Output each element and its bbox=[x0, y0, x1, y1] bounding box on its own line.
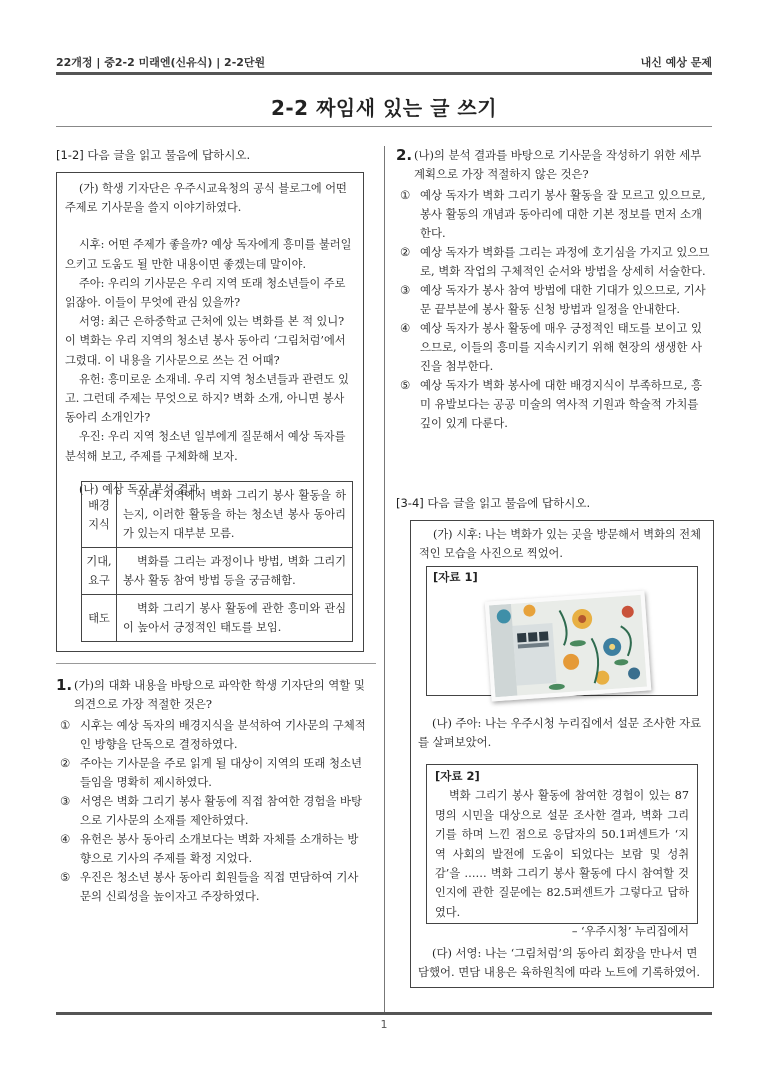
header-rule bbox=[56, 72, 712, 75]
analysis-table-wrap bbox=[81, 481, 353, 642]
row-text-attitude: 벽화 그리기 봉사 활동에 관한 흥미와 관심이 높아서 긍정적인 태도를 보임. bbox=[117, 595, 353, 642]
analysis-table bbox=[81, 481, 353, 642]
q2-option-2[interactable]: ② 예상 독자가 벽화를 그리는 과정에 호기심을 가지고 있으므로, 벽화 작업의 구체적인 순서와 방법을 상세히 서술한다. bbox=[400, 245, 710, 278]
passage-intro: (가) 학생 기자단은 우주시교육청의 공식 블로그에 어떤 주제로 기사문을 쓸지 이야기하였다. bbox=[65, 182, 347, 215]
row-text-expectation: 벽화를 그리는 과정이나 방법, 벽화 그리기 봉사 활동 참여 방법 등을 궁금해함. bbox=[117, 548, 353, 595]
question-1 bbox=[56, 676, 368, 906]
mural-illustration bbox=[489, 595, 647, 697]
reference-2-source: – ‘우주시청’ 누리집에서 bbox=[571, 925, 689, 939]
section-heading-1-2: [1-2] 다음 글을 읽고 물음에 답하시오. bbox=[56, 148, 251, 162]
dialogue-seoyeong: 서영: 최근 은하중학교 근처에 있는 벽화를 본 적 있니? 이 벽화는 우리 지역의 청소년 봉사 동아리 ‘그림처럼’에서 그렸대. 이 내용을 기사문으로 쓰는 건 어때? bbox=[65, 315, 346, 367]
q2-option-1[interactable]: ① 예상 독자가 벽화 그리기 봉사 활동을 잘 모르고 있으므로, 봉사 활동의 개념과 동아리에 대한 기본 정보를 먼저 소개한다. bbox=[400, 188, 706, 240]
q1-option-1[interactable]: ① 시후는 예상 독자의 배경지식을 분석하여 기사문의 구체적인 방향을 단독으로 결정하였다. bbox=[60, 718, 366, 751]
q1-separator bbox=[56, 663, 376, 664]
passage-na-text: (나) 주아: 나는 우주시청 누리집에서 설문 조사한 자료를 살펴보았어. bbox=[418, 716, 702, 749]
row-label-background: 배경 지식 bbox=[82, 482, 117, 548]
row-label-attitude: 태도 bbox=[82, 595, 117, 642]
reference-1-label: [자료 1] bbox=[433, 570, 478, 584]
q2-option-3[interactable]: ③ 예상 독자가 봉사 참여 방법에 대한 기대가 있으므로, 기사문 끝부분에 봉사 활동 신청 방법과 일정을 안내한다. bbox=[400, 283, 706, 316]
table-row bbox=[82, 482, 353, 548]
reference-2-box bbox=[426, 764, 698, 939]
page-number: 1 bbox=[380, 1018, 388, 1031]
q1-option-5[interactable]: ⑤ 우진은 청소년 봉사 동아리 회원들을 직접 면담하여 기사문의 신뢰성을 높이자고 주장하였다. bbox=[60, 870, 359, 903]
q1-option-3[interactable]: ③ 서영은 벽화 그리기 봉사 활동에 직접 참여한 경험을 바탕으로 기사문의 소재를 제안하였다. bbox=[60, 794, 363, 827]
analysis-title: (나) 예상 독자 분석 결과 bbox=[79, 482, 200, 496]
footer-rule bbox=[56, 1012, 712, 1015]
q2-stem: (나)의 분석 결과를 바탕으로 기사문을 작성하기 위한 세부 계획으로 가장 적절하지 않은 것은? bbox=[414, 148, 702, 181]
row-label-expectation: 기대, 요구 bbox=[82, 548, 117, 595]
table-row bbox=[82, 548, 353, 595]
table-row bbox=[82, 595, 353, 642]
q2-option-4[interactable]: ④ 예상 독자가 봉사 활동에 매우 긍정적인 태도를 보이고 있으므로, 이들의 흥미를 지속시키기 위해 현장의 생생한 사진을 첨부한다. bbox=[400, 321, 703, 373]
page-header bbox=[56, 50, 712, 72]
mural-photo bbox=[485, 591, 652, 702]
passage-na bbox=[418, 714, 708, 752]
passage-da-text: (다) 서영: 나는 ‘그림처럼’의 동아리 회장을 만나서 면담했어. 면담 내용은 육하원칙에 따라 노트에 기록하였어. bbox=[418, 946, 701, 979]
row-text-background: 우리 지역에서 벽화 그리기 봉사 활동을 하는지, 이러한 활동을 하는 청소년 봉사 동아리가 있는지 대부분 모름. bbox=[117, 482, 353, 548]
q1-option-2[interactable]: ② 주아는 기사문을 주로 읽게 될 대상이 지역의 또래 청소년들임을 명확히 제시하였다. bbox=[60, 756, 363, 789]
dialogue-ujin: 우진: 우리 지역 청소년 일부에게 질문해서 예상 독자를 분석해 보고, 주제를 구체화해 보자. bbox=[65, 430, 346, 463]
passage-box bbox=[56, 172, 364, 652]
question-2 bbox=[396, 146, 712, 433]
title-rule bbox=[56, 126, 712, 127]
q1-stem: (가)의 대화 내용을 바탕으로 파악한 학생 기자단의 역할 및 의견으로 가장 적절한 것은? bbox=[74, 678, 365, 711]
q2-option-5[interactable]: ⑤ 예상 독자가 벽화 봉사에 대한 배경지식이 부족하므로, 흥미 유발보다는 공공 미술의 역사적 기원과 학술적 가치를 깊이 있게 다룬다. bbox=[400, 378, 703, 430]
page-title: 2-2 짜임새 있는 글 쓰기 bbox=[270, 96, 498, 120]
dialogue-sihu: 시후: 어떤 주제가 좋을까? 예상 독자에게 흥미를 불러일으키고 도움도 될 만한 내용이면 좋겠는데 말이야. bbox=[65, 238, 352, 271]
dialogue-jua: 주아: 우리의 기사문은 우리 지역 또래 청소년들이 주로 읽잖아. 이들이 무엇에 관심 있을까? bbox=[65, 276, 346, 310]
reference-2-text: 벽화 그리기 봉사 활동에 참여한 경험이 있는 87명의 시민을 대상으로 설문 조사한 결과, 벽화 그리기를 하며 느낀 점으로 응답자의 50.1퍼센트가 ‘지역 사회의 발전에 도움이 되었다는 보람 및 성취감’을 …… 벽화 그리기 봉사 활동에 다시 참여할 것인지에 관한 질문에는 82.5퍼센트가 그렇다고 답하였다. bbox=[435, 789, 689, 919]
section-heading-3-4: [3-4] 다음 글을 읽고 물음에 답하시오. bbox=[396, 496, 591, 510]
passage-ga: (가) 시후: 나는 벽화가 있는 곳을 방문해서 벽화의 전체적인 모습을 사진으로 찍었어. bbox=[419, 528, 701, 561]
q1-number: 1. bbox=[56, 676, 73, 694]
q1-option-4[interactable]: ④ 유헌은 봉사 동아리 소개보다는 벽화 자체를 소개하는 방향으로 기사의 주제를 확정 지었다. bbox=[60, 832, 359, 865]
header-doc-type: 내신 예상 문제 bbox=[640, 56, 712, 69]
passage-da bbox=[418, 944, 708, 982]
header-course-info: 22개정 | 중2-2 미래엔(신유식) | 2-2단원 bbox=[56, 56, 266, 69]
dialogue-yuheon: 유헌: 흥미로운 소재네. 우리 지역 청소년들과 관련도 있고. 그런데 주제는 무엇으로 하지? 벽화 소개, 아니면 봉사 동아리 소개인가? bbox=[65, 372, 349, 425]
reference-2-label: [자료 2] bbox=[435, 769, 480, 783]
column-divider bbox=[384, 146, 385, 1014]
q2-number: 2. bbox=[396, 146, 413, 164]
